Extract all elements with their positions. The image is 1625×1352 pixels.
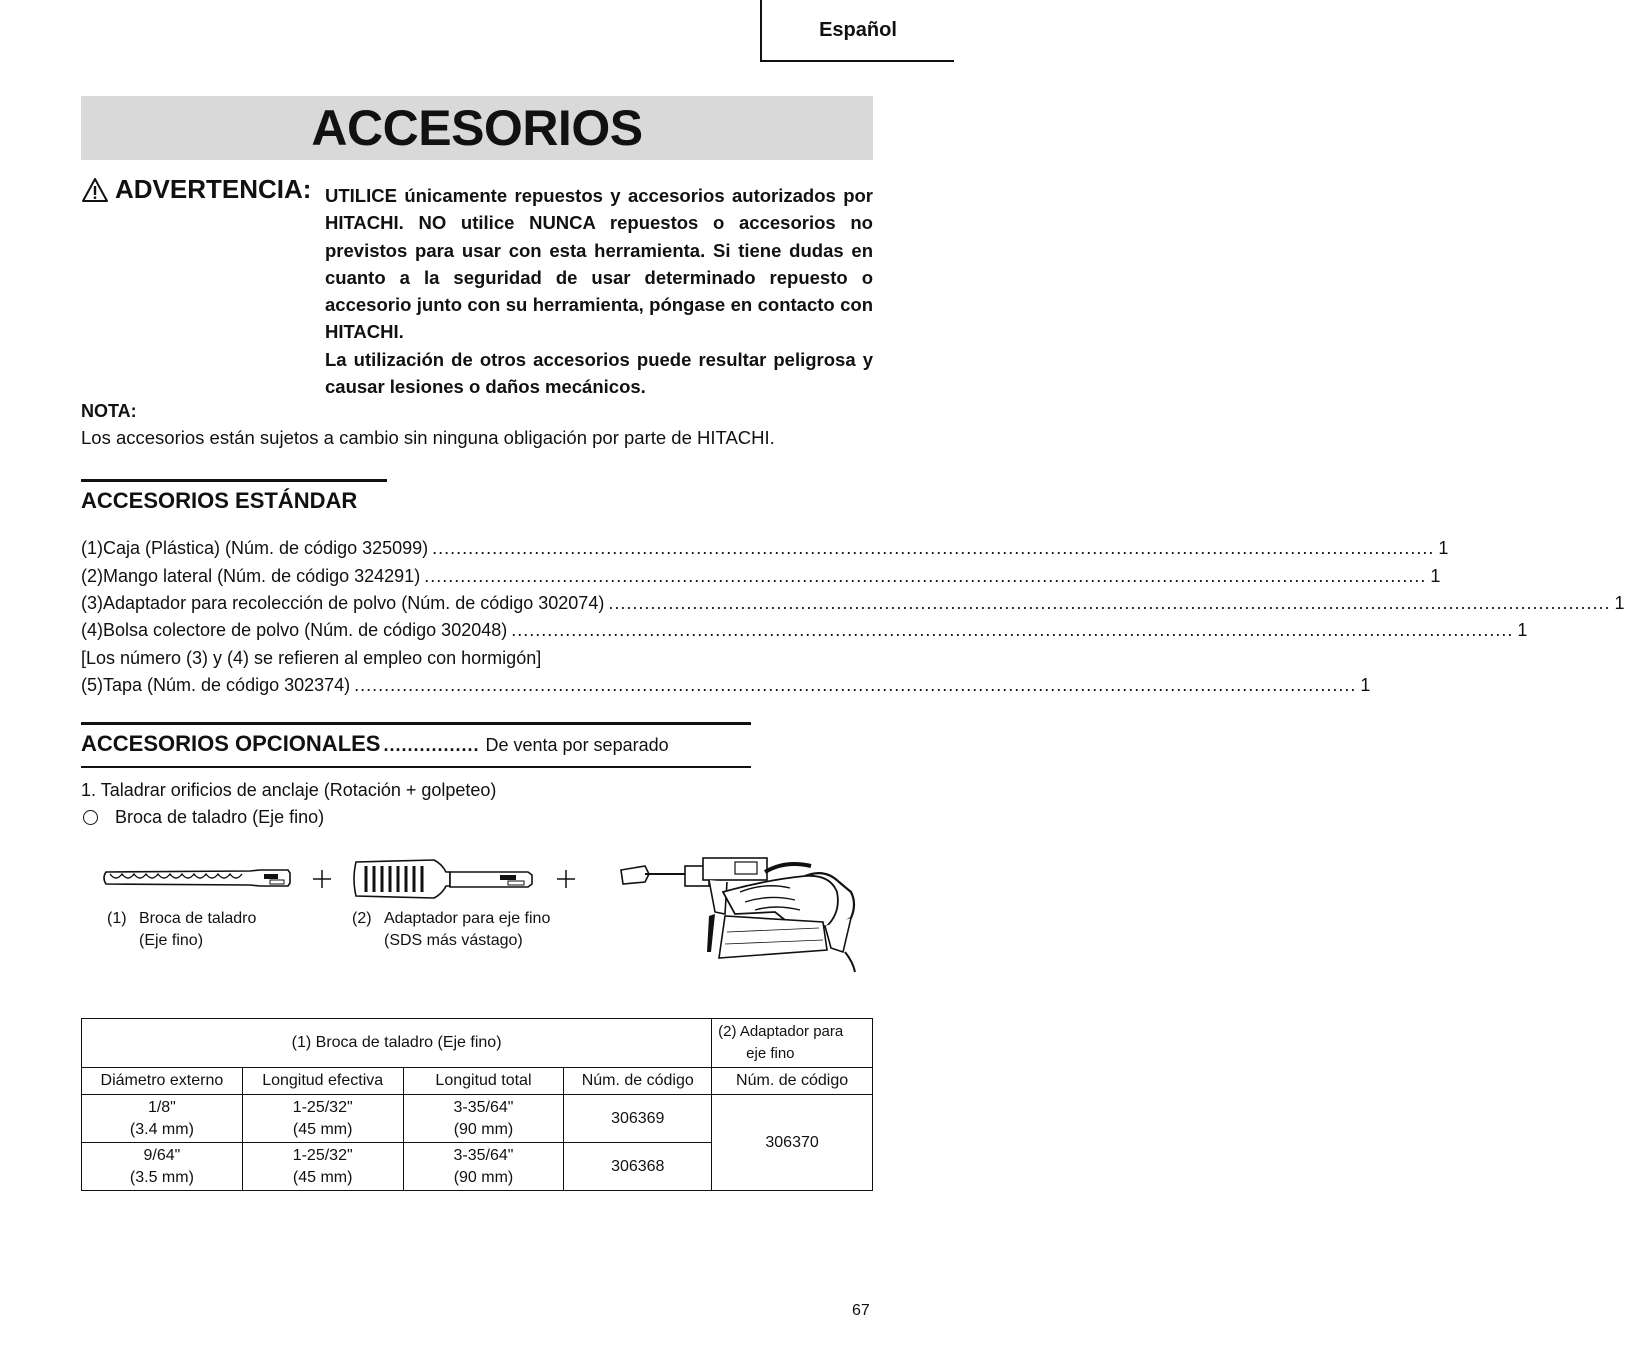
page-number: 67 (852, 1302, 870, 1319)
hammer-drill-illustration (615, 852, 875, 978)
table-header-cell: Núm. de código (712, 1068, 873, 1095)
warning-paragraph-2: La utilización de otros accesorios puede resultar peligrosa y causar lesiones o daños mecánicos. (325, 348, 873, 398)
standard-accessories-heading: ACCESORIOS ESTÁNDAR (81, 488, 358, 513)
list-item: (2)Mango lateral (Núm. de código 324291) ....................................................................................................................................................................... 1 (81, 565, 1441, 586)
plus-sign-icon (311, 868, 333, 890)
table-header-cell: Longitud total (403, 1068, 564, 1095)
note-text: Los accesorios están sujetos a cambio sin ninguna obligación por parte de HITACHI. (81, 427, 775, 448)
list-note: [Los número (3) y (4) se refieren al empleo con hormigón] (81, 647, 542, 668)
warning-heading (81, 174, 311, 205)
table-cell: 9/64" (3.5 mm) (82, 1143, 243, 1191)
table-header-cell: Núm. de código (564, 1068, 712, 1095)
table-cell: 1-25/32" (45 mm) (242, 1095, 403, 1143)
list-item: (5)Tapa (Núm. de código 302374) ....................................................................................................................................................................... 1 (81, 675, 1371, 696)
table-group-adapter: (2) Adaptador para eje fino (712, 1019, 873, 1068)
drill-bit-illustration (100, 860, 300, 896)
warning-paragraph-1: UTILICE únicamente repuestos y accesorios autorizados por HITACHI. NO utilice NUNCA repuestos o accesorios no previstos para usar con esta herramienta. Si tiene dudas en cuanto a la seguridad de usar determinado repuesto o accesorio junto con su herramienta, póngase en contacto con HITACHI. (325, 185, 873, 343)
standard-accessories-list (81, 535, 1625, 699)
optional-heading-bottom-rule (81, 766, 751, 768)
optional-item-2: Broca de taladro (Eje fino) (81, 807, 324, 828)
warning-text (325, 182, 873, 400)
table-header-row (82, 1068, 873, 1095)
table-group-header-row (82, 1019, 873, 1068)
list-item: (4)Bolsa colectore de polvo (Núm. de código 302048) ....................................................................................................................................................................... 1 (81, 620, 1528, 641)
list-item: (1)Caja (Plástica) (Núm. de código 325099) ....................................................................................................................................................................... 1 (81, 538, 1449, 559)
table-group-drill-bit: (1) Broca de taladro (Eje fino) (82, 1019, 712, 1068)
table-cell: 1-25/32" (45 mm) (242, 1143, 403, 1191)
warning-triangle-icon (81, 177, 109, 203)
table-header-cell: Longitud efectiva (242, 1068, 403, 1095)
optional-accessories-heading: ACCESORIOS OPCIONALES ................ De venta por separado (81, 731, 669, 756)
table-cell: 1/8" (3.4 mm) (82, 1095, 243, 1143)
circle-bullet-icon (83, 810, 98, 825)
optional-item-1: 1. Taladrar orificios de anclaje (Rotación + golpeteo) (81, 780, 497, 800)
table-cell: 306369 (564, 1095, 712, 1143)
table-cell-adapter-code: 306370 (712, 1095, 873, 1191)
note-label: NOTA: (81, 401, 137, 421)
page-title: ACCESORIOS (81, 96, 873, 160)
language-tab: Español (760, 0, 954, 62)
adapter-illustration (350, 854, 540, 904)
table-header-cell: Diámetro externo (82, 1068, 243, 1095)
plus-sign-icon (555, 868, 577, 890)
warning-label: ADVERTENCIA: (115, 174, 312, 204)
spec-table (81, 1018, 873, 1191)
optional-heading-top-rule (81, 722, 751, 725)
table-cell: 306368 (564, 1143, 712, 1191)
table-cell: 3-35/64" (90 mm) (403, 1143, 564, 1191)
caption-adapter: (2) Adaptador para eje fino (SDS más vástago) (352, 910, 551, 949)
table-row (82, 1095, 873, 1143)
caption-drill-bit: (1) Broca de taladro (Eje fino) (107, 910, 257, 949)
table-cell: 3-35/64" (90 mm) (403, 1095, 564, 1143)
list-item: (3)Adaptador para recolección de polvo (Núm. de código 302074) ....................................................................................................................................................................... 1 (81, 592, 1625, 613)
standard-heading-rule (81, 479, 387, 482)
